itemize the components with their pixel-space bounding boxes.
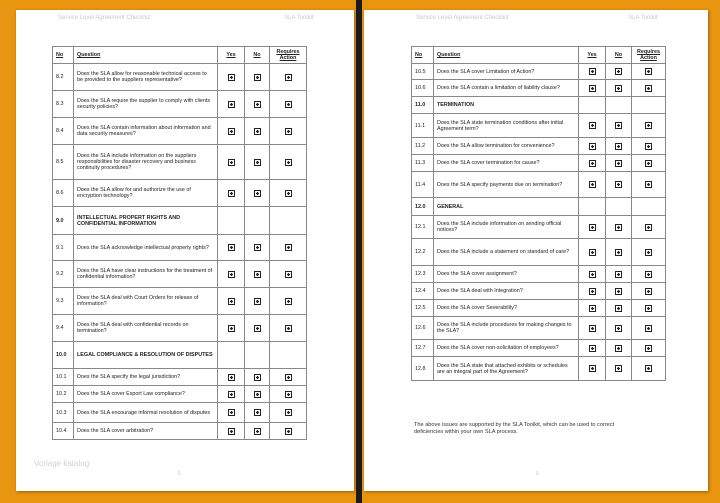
table-header-row: [412, 47, 666, 64]
section-row: [53, 207, 307, 235]
question-text: Does the SLA deal with Court Orders for release of information?: [74, 288, 218, 315]
question-text: Does the SLA allow for and authorize the use of encryption technology?: [74, 180, 218, 207]
action-checkbox[interactable]: [285, 101, 292, 108]
section-row: [412, 97, 666, 114]
yes-cell: [218, 342, 245, 369]
yes-cell: [218, 207, 245, 235]
action-checkbox[interactable]: [645, 271, 652, 278]
no-checkbox[interactable]: [615, 122, 622, 129]
yes-cell: [218, 64, 245, 91]
yes-cell: [579, 283, 606, 300]
yes-cell: [579, 97, 606, 114]
action-checkbox[interactable]: [645, 181, 652, 188]
table-row: [53, 261, 307, 288]
yes-checkbox[interactable]: [228, 325, 235, 332]
table-row: [53, 180, 307, 207]
no-checkbox[interactable]: [615, 345, 622, 352]
yes-checkbox[interactable]: [589, 271, 596, 278]
action-cell: [632, 340, 666, 357]
section-title: TERMINATION: [434, 97, 579, 114]
table-row: [53, 91, 307, 118]
no-cell: [245, 91, 270, 118]
yes-cell: [579, 357, 606, 381]
action-checkbox[interactable]: [645, 365, 652, 372]
no-cell: [606, 80, 632, 97]
col-no-header: No: [53, 47, 74, 64]
no-cell: [245, 386, 270, 403]
no-checkbox[interactable]: [615, 68, 622, 75]
no-cell: [245, 118, 270, 145]
no-cell: [245, 288, 270, 315]
table-row: [412, 216, 666, 239]
yes-checkbox[interactable]: [228, 101, 235, 108]
no-cell: [245, 207, 270, 235]
table-row: [412, 283, 666, 300]
col-question-header: Question: [74, 47, 218, 64]
yes-checkbox[interactable]: [589, 160, 596, 167]
col-no-answer-header: No: [245, 47, 270, 64]
item-number: 12.7: [412, 340, 434, 357]
action-checkbox[interactable]: [645, 305, 652, 312]
header-title-right: Service Level Agreement Checklist: [416, 15, 509, 21]
action-checkbox[interactable]: [285, 374, 292, 381]
action-cell: [270, 235, 307, 261]
no-cell: [245, 180, 270, 207]
table-row: [412, 114, 666, 138]
action-cell: [270, 403, 307, 423]
action-checkbox[interactable]: [645, 325, 652, 332]
yes-checkbox[interactable]: [228, 159, 235, 166]
question-text: Does the SLA specify payments due on termination?: [434, 172, 579, 198]
table-row: [53, 386, 307, 403]
item-number: 8.3: [53, 91, 74, 118]
section-row: [53, 342, 307, 369]
action-checkbox[interactable]: [285, 190, 292, 197]
header-toolkit-left: SLA Toolkit: [284, 15, 314, 21]
action-cell: [632, 266, 666, 283]
item-number: 10.1: [53, 369, 74, 386]
no-cell: [606, 97, 632, 114]
question-text: Does the SLA specify the legal jurisdiction?: [74, 369, 218, 386]
no-cell: [245, 403, 270, 423]
action-cell: [632, 300, 666, 317]
yes-checkbox[interactable]: [589, 68, 596, 75]
yes-cell: [579, 239, 606, 266]
no-checkbox[interactable]: [615, 288, 622, 295]
no-cell: [606, 172, 632, 198]
item-number: 8.2: [53, 64, 74, 91]
item-number: 10.4: [53, 423, 74, 440]
no-cell: [606, 340, 632, 357]
no-checkbox[interactable]: [615, 271, 622, 278]
action-checkbox[interactable]: [645, 224, 652, 231]
action-cell: [270, 288, 307, 315]
item-number: 12.0: [412, 198, 434, 216]
item-number: 9.1: [53, 235, 74, 261]
question-text: Does the SLA cover non-solicitation of employees?: [434, 340, 579, 357]
no-cell: [245, 369, 270, 386]
section-title: GENERAL: [434, 198, 579, 216]
yes-cell: [218, 261, 245, 288]
action-cell: [270, 342, 307, 369]
question-text: Does the SLA cover arbitration?: [74, 423, 218, 440]
action-cell: [632, 357, 666, 381]
action-cell: [270, 118, 307, 145]
no-cell: [245, 145, 270, 180]
no-checkbox[interactable]: [615, 224, 622, 231]
action-cell: [270, 180, 307, 207]
item-number: 11.4: [412, 172, 434, 198]
action-cell: [632, 317, 666, 340]
yes-checkbox[interactable]: [228, 428, 235, 435]
table-row: [53, 118, 307, 145]
action-cell: [270, 91, 307, 118]
action-checkbox[interactable]: [285, 298, 292, 305]
action-cell: [632, 138, 666, 155]
action-checkbox[interactable]: [285, 128, 292, 135]
question-text: Does the SLA require the supplier to comply with clients security policies?: [74, 91, 218, 118]
action-cell: [270, 386, 307, 403]
question-text: Does the SLA allow for reasonable technical access to be provided to the suppliers representative?: [74, 64, 218, 91]
question-text: Does the SLA acknowledge intellectual property rights?: [74, 235, 218, 261]
item-number: 9.3: [53, 288, 74, 315]
no-checkbox[interactable]: [254, 159, 261, 166]
yes-cell: [579, 64, 606, 80]
yes-cell: [579, 172, 606, 198]
yes-cell: [579, 266, 606, 283]
item-number: 11.3: [412, 155, 434, 172]
action-checkbox[interactable]: [645, 68, 652, 75]
item-number: 11.2: [412, 138, 434, 155]
table-row: [53, 315, 307, 342]
table-row: [53, 403, 307, 423]
action-cell: [632, 172, 666, 198]
table-row: [53, 64, 307, 91]
no-checkbox[interactable]: [254, 391, 261, 398]
yes-cell: [579, 138, 606, 155]
yes-cell: [579, 317, 606, 340]
no-cell: [606, 317, 632, 340]
header-toolkit-right: SLA Toolkit: [628, 15, 658, 21]
action-checkbox[interactable]: [285, 409, 292, 416]
table-row: [412, 300, 666, 317]
question-text: Does the SLA cover Severability?: [434, 300, 579, 317]
yes-checkbox[interactable]: [589, 85, 596, 92]
yes-checkbox[interactable]: [228, 271, 235, 278]
question-text: Does the SLA cover Limitation of Action?: [434, 64, 579, 80]
no-cell: [245, 423, 270, 440]
no-checkbox[interactable]: [254, 298, 261, 305]
action-checkbox[interactable]: [285, 271, 292, 278]
no-cell: [606, 138, 632, 155]
yes-checkbox[interactable]: [228, 190, 235, 197]
item-number: 12.3: [412, 266, 434, 283]
question-text: Does the SLA deal with Integration?: [434, 283, 579, 300]
action-cell: [270, 315, 307, 342]
page-number-right: 6: [536, 471, 539, 477]
no-checkbox[interactable]: [254, 409, 261, 416]
col-requires-action-header: Requires Action: [632, 47, 666, 64]
yes-checkbox[interactable]: [589, 143, 596, 150]
header-title-left: Service Level Agreement Checklist: [58, 15, 151, 21]
section-title: LEGAL COMPLIANCE & RESOLUTION OF DISPUTES: [74, 342, 218, 369]
action-cell: [632, 80, 666, 97]
yes-cell: [218, 91, 245, 118]
table-header-row: [53, 47, 307, 64]
yes-cell: [218, 386, 245, 403]
action-cell: [270, 64, 307, 91]
table-row: [412, 138, 666, 155]
table-row: [412, 357, 666, 381]
no-cell: [606, 155, 632, 172]
question-text: Does the SLA include information on the suppliers responsibilities for disaster recovery and business continuity procedures?: [74, 145, 218, 180]
item-number: 10.0: [53, 342, 74, 369]
yes-checkbox[interactable]: [228, 128, 235, 135]
action-checkbox[interactable]: [645, 160, 652, 167]
no-cell: [606, 198, 632, 216]
table-row: [412, 155, 666, 172]
no-cell: [245, 342, 270, 369]
no-cell: [606, 239, 632, 266]
col-question-header: Question: [434, 47, 579, 64]
item-number: 11.0: [412, 97, 434, 114]
item-number: 12.8: [412, 357, 434, 381]
item-number: 9.4: [53, 315, 74, 342]
yes-checkbox[interactable]: [589, 288, 596, 295]
yes-checkbox[interactable]: [589, 305, 596, 312]
item-number: 12.4: [412, 283, 434, 300]
action-checkbox[interactable]: [285, 428, 292, 435]
action-checkbox[interactable]: [645, 85, 652, 92]
table-row: [53, 369, 307, 386]
question-text: Does the SLA include a statement on standard of care?: [434, 239, 579, 266]
no-cell: [606, 216, 632, 239]
yes-cell: [218, 403, 245, 423]
page-number-left: 5: [178, 471, 181, 477]
action-cell: [632, 64, 666, 80]
action-checkbox[interactable]: [645, 345, 652, 352]
action-checkbox[interactable]: [645, 249, 652, 256]
col-requires-action-header: Requires Action: [270, 47, 307, 64]
question-text: Does the SLA have clear instructions for the treatment of confidential information?: [74, 261, 218, 288]
no-cell: [245, 315, 270, 342]
item-number: 11.1: [412, 114, 434, 138]
checklist-table-left: [52, 46, 307, 440]
question-text: Does the SLA cover Export Law compliance?: [74, 386, 218, 403]
action-checkbox[interactable]: [645, 143, 652, 150]
question-text: Does the SLA contain information about information and data security measures?: [74, 118, 218, 145]
yes-cell: [579, 216, 606, 239]
col-yes-header: Yes: [579, 47, 606, 64]
section-row: [412, 198, 666, 216]
action-cell: [632, 216, 666, 239]
yes-checkbox[interactable]: [228, 391, 235, 398]
action-cell: [632, 155, 666, 172]
item-number: 12.1: [412, 216, 434, 239]
yes-cell: [579, 198, 606, 216]
action-checkbox[interactable]: [645, 288, 652, 295]
action-cell: [270, 145, 307, 180]
no-checkbox[interactable]: [615, 249, 622, 256]
no-checkbox[interactable]: [254, 101, 261, 108]
item-number: 10.6: [412, 80, 434, 97]
yes-checkbox[interactable]: [589, 122, 596, 129]
no-cell: [606, 300, 632, 317]
yes-checkbox[interactable]: [228, 409, 235, 416]
yes-cell: [579, 300, 606, 317]
no-cell: [245, 64, 270, 91]
action-cell: [270, 423, 307, 440]
col-no-answer-header: No: [606, 47, 632, 64]
question-text: Does the SLA deal with confidential records on termination?: [74, 315, 218, 342]
question-text: Does the SLA include information on sending official notices?: [434, 216, 579, 239]
table-row: [53, 145, 307, 180]
yes-cell: [218, 423, 245, 440]
action-checkbox[interactable]: [645, 122, 652, 129]
yes-cell: [579, 114, 606, 138]
no-checkbox[interactable]: [254, 428, 261, 435]
action-cell: [270, 369, 307, 386]
no-checkbox[interactable]: [254, 74, 261, 81]
no-cell: [606, 64, 632, 80]
no-checkbox[interactable]: [615, 160, 622, 167]
table-row: [412, 317, 666, 340]
no-checkbox[interactable]: [254, 374, 261, 381]
no-cell: [606, 266, 632, 283]
no-checkbox[interactable]: [615, 143, 622, 150]
checklist-table-right: [411, 46, 666, 381]
yes-cell: [218, 235, 245, 261]
no-cell: [606, 283, 632, 300]
no-checkbox[interactable]: [254, 128, 261, 135]
yes-cell: [218, 118, 245, 145]
table-row: [412, 172, 666, 198]
table-row: [412, 266, 666, 283]
yes-checkbox[interactable]: [589, 365, 596, 372]
question-text: Does the SLA state that attached exhibits or schedules are an integral part of the Agreement?: [434, 357, 579, 381]
table-row: [412, 340, 666, 357]
col-no-header: No: [412, 47, 434, 64]
table-row: [53, 235, 307, 261]
item-number: 12.5: [412, 300, 434, 317]
table-row: [412, 80, 666, 97]
table-body-right: [412, 64, 666, 381]
action-cell: [270, 261, 307, 288]
yes-checkbox[interactable]: [228, 244, 235, 251]
no-checkbox[interactable]: [615, 181, 622, 188]
no-checkbox[interactable]: [615, 365, 622, 372]
table-row: [412, 64, 666, 80]
action-checkbox[interactable]: [285, 391, 292, 398]
item-number: 10.2: [53, 386, 74, 403]
item-number: 12.2: [412, 239, 434, 266]
action-checkbox[interactable]: [285, 244, 292, 251]
no-cell: [245, 235, 270, 261]
yes-cell: [218, 180, 245, 207]
yes-cell: [218, 288, 245, 315]
question-text: Does the SLA encourage informal resolution of disputes: [74, 403, 218, 423]
no-checkbox[interactable]: [615, 305, 622, 312]
question-text: Does the SLA include procedures for making changes to the SLA?: [434, 317, 579, 340]
yes-checkbox[interactable]: [228, 374, 235, 381]
action-cell: [270, 207, 307, 235]
action-cell: [632, 114, 666, 138]
yes-checkbox[interactable]: [589, 249, 596, 256]
yes-checkbox[interactable]: [589, 224, 596, 231]
action-cell: [632, 198, 666, 216]
item-number: 12.6: [412, 317, 434, 340]
yes-checkbox[interactable]: [589, 345, 596, 352]
no-checkbox[interactable]: [254, 271, 261, 278]
question-text: Does the SLA allow termination for convenience?: [434, 138, 579, 155]
table-row: [412, 239, 666, 266]
action-cell: [632, 97, 666, 114]
yes-cell: [218, 145, 245, 180]
no-cell: [606, 114, 632, 138]
item-number: 8.6: [53, 180, 74, 207]
item-number: 9.2: [53, 261, 74, 288]
table-row: [53, 423, 307, 440]
yes-checkbox[interactable]: [589, 325, 596, 332]
question-text: Does the SLA cover assignment?: [434, 266, 579, 283]
item-number: 10.5: [412, 64, 434, 80]
action-cell: [632, 283, 666, 300]
section-title: INTELLECTUAL PROPERT RIGHTS AND CONFIDENTIAL INFORMATION: [74, 207, 218, 235]
yes-cell: [579, 80, 606, 97]
yes-cell: [579, 155, 606, 172]
item-number: 8.5: [53, 145, 74, 180]
page-divider: [356, 0, 362, 503]
yes-cell: [579, 340, 606, 357]
item-number: 10.3: [53, 403, 74, 423]
watermark: Vorlage katalog: [34, 459, 90, 468]
action-checkbox[interactable]: [285, 325, 292, 332]
action-checkbox[interactable]: [285, 159, 292, 166]
no-checkbox[interactable]: [254, 190, 261, 197]
action-cell: [632, 239, 666, 266]
question-text: Does the SLA state termination conditions after initial Agreement term?: [434, 114, 579, 138]
yes-checkbox[interactable]: [228, 74, 235, 81]
question-text: Does the SLA cover termination for cause?: [434, 155, 579, 172]
no-checkbox[interactable]: [254, 325, 261, 332]
no-cell: [606, 357, 632, 381]
no-cell: [245, 261, 270, 288]
yes-cell: [218, 315, 245, 342]
action-checkbox[interactable]: [285, 74, 292, 81]
yes-checkbox[interactable]: [589, 181, 596, 188]
item-number: 8.4: [53, 118, 74, 145]
no-checkbox[interactable]: [615, 85, 622, 92]
table-row: [53, 288, 307, 315]
yes-checkbox[interactable]: [228, 298, 235, 305]
col-yes-header: Yes: [218, 47, 245, 64]
question-text: Does the SLA contain a limitation of liability clause?: [434, 80, 579, 97]
no-checkbox[interactable]: [615, 325, 622, 332]
no-checkbox[interactable]: [254, 244, 261, 251]
item-number: 9.0: [53, 207, 74, 235]
table-body-left: [53, 64, 307, 440]
yes-cell: [218, 369, 245, 386]
footer-note: The above issues are supported by the SLA Toolkit, which can be used to correct deficiencies within your own SLA process.: [414, 422, 615, 435]
